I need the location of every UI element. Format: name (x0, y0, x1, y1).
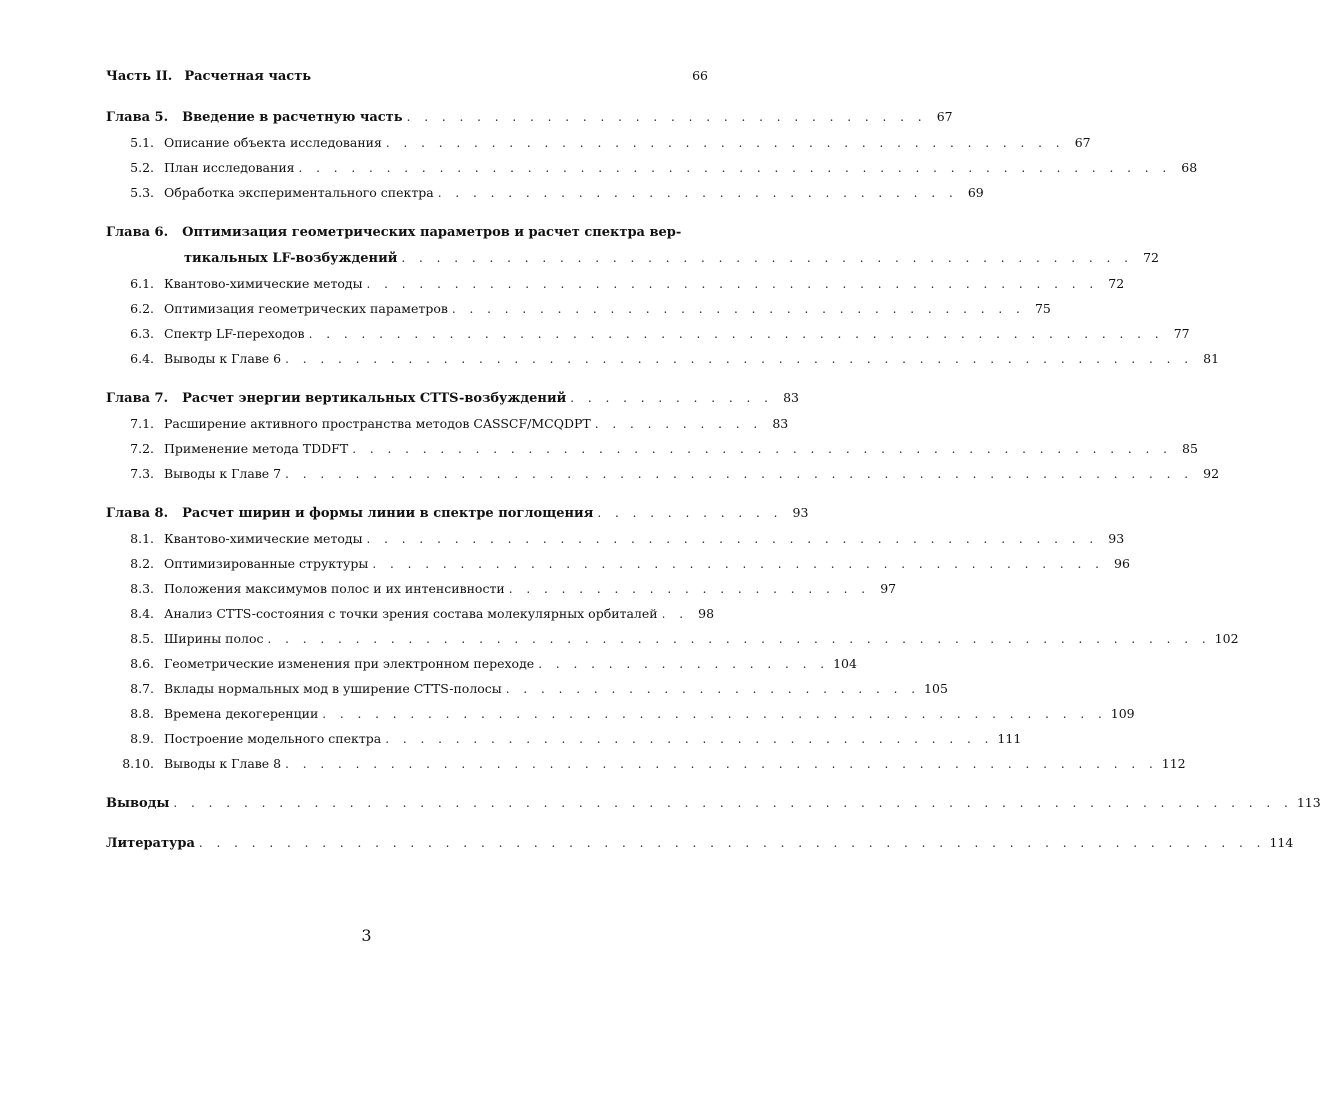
toc-section-5-3[interactable] (106, 183, 984, 203)
section-number: 7.1. (130, 416, 154, 431)
section-number: 8.5. (130, 631, 154, 646)
section-title: Ширины полос (164, 631, 264, 646)
dot-leader: . . . . . . . . . . . . . . . . . . . . . . . . . . . . . . . . . . . . . . . . . . . . . . . (352, 442, 1172, 456)
dot-leader: . . (661, 607, 689, 621)
section-number: 5.2. (130, 160, 154, 175)
section-title: Применение метода TDDFT (164, 441, 349, 456)
dot-leader: . . . . . . . . . . . . . . . . . . . . . . . . . . . . . . . . . . . . . . . . . . (401, 251, 1133, 265)
part-number: Часть II. (106, 69, 173, 84)
chapter-title-continued: тикальных LF-возбуждений (184, 251, 398, 266)
section-number: 8.4. (130, 606, 154, 621)
section-number: 6.4. (130, 351, 154, 366)
section-title: Выводы к Главе 6 (164, 351, 282, 366)
literature-title: Литература (106, 836, 195, 851)
chapter-title: Расчет энергии вертикальных CTTS-возбуждений (182, 391, 567, 406)
section-page: 77 (1173, 326, 1190, 341)
dot-leader: . . . . . . . . . . (594, 417, 763, 431)
dot-leader: . . . . . . . . . . . . . . . . . . . . . . . . . . . . . . . . . . . . . . . . . . . . . (322, 707, 1107, 721)
chapter-title: Оптимизация геометрических параметров и расчет спектра вер- (182, 225, 682, 240)
section-title: Построение модельного спектра (164, 731, 382, 746)
literature-page: 114 (1269, 835, 1294, 850)
section-number: 8.6. (130, 656, 154, 671)
toc-section-7-3[interactable] (106, 464, 1220, 484)
dot-leader: . . . . . . . . . . . . . . . . . . . . . . . . (505, 682, 921, 696)
section-page: 68 (1181, 160, 1198, 175)
section-page: 111 (997, 731, 1022, 746)
section-page: 96 (1114, 556, 1130, 571)
dot-leader: . . . . . . . . . . . . . . . . . . . . . . . . . . . . . . . . . . . . . . . . . . (366, 277, 1099, 291)
toc-section-5-1[interactable] (106, 133, 1091, 153)
toc-section-8-5[interactable] (106, 629, 1239, 649)
section-number: 5.3. (130, 185, 154, 200)
section-title: Оптимизация геометрических параметров (164, 301, 448, 316)
section-number: 7.2. (130, 441, 154, 456)
section-page: 98 (698, 606, 715, 621)
toc-chapter-5[interactable] (106, 107, 953, 127)
section-page: 97 (880, 581, 897, 596)
section-title: Оптимизированные структуры (164, 556, 369, 571)
section-number: 8.8. (130, 706, 154, 721)
toc-section-8-7[interactable] (106, 679, 948, 699)
section-page: 92 (1203, 466, 1220, 481)
section-title: Положения максимумов полос и их интенсивности (164, 581, 505, 596)
dot-leader: . . . . . . . . . . . . . . . . . (538, 657, 830, 671)
section-page: 93 (1108, 531, 1125, 546)
dot-leader: . . . . . . . . . . . . . . . . . . . . . . . . . . . . . . . . . . . . . . . . . . . . . . . . . . . . (285, 352, 1194, 366)
toc-section-8-9[interactable] (106, 729, 1022, 749)
toc-chapter-7[interactable] (106, 388, 799, 408)
section-page: 104 (833, 656, 857, 671)
toc-section-6-4[interactable] (106, 349, 1220, 369)
section-page: 83 (772, 416, 789, 431)
section-number: 8.10. (122, 756, 154, 771)
section-title: Анализ CTTS-состояния с точки зрения состава молекулярных орбиталей (164, 606, 658, 621)
section-page: 112 (1161, 756, 1186, 771)
dot-leader: . . . . . . . . . . . (597, 506, 783, 520)
section-number: 8.1. (130, 531, 154, 546)
section-number: 6.2. (130, 301, 154, 316)
chapter-page: 72 (1143, 250, 1159, 265)
toc-section-6-2[interactable] (106, 299, 1051, 319)
dot-leader: . . . . . . . . . . . . . . . . . . . . . . . . . . . . . . . . . . . . . . . . . . . . . . . . . (308, 327, 1164, 341)
chapter-number: Глава 8. (106, 506, 169, 521)
conclusions-page: 113 (1296, 795, 1321, 810)
section-title: Спектр LF-переходов (164, 326, 305, 341)
section-title: Описание объекта исследования (164, 135, 382, 150)
page-number: 3 (361, 926, 372, 945)
chapter-number: Глава 6. (106, 225, 169, 240)
toc-part-entry[interactable] (106, 66, 708, 86)
conclusions-title: Выводы (106, 796, 170, 811)
dot-leader: . . . . . . . . . . . . . . . . . . . . . . . . . . . . . . . . . . . . . . . . . . (366, 532, 1099, 546)
section-title: Квантово-химические методы (164, 276, 363, 291)
section-title: План исследования (164, 160, 295, 175)
dot-leader: . . . . . . . . . . . . . . . . . . . . . . . . . . . . . . . . . . . . . . . . . . . . . . . . . . (285, 757, 1158, 771)
toc-section-8-1[interactable] (106, 529, 1125, 549)
dot-leader: . . . . . . . . . . . . . . . . . . . . . . . . . . . . . . . . . . . . . . . . . . . . . . . . . . . . (285, 467, 1194, 481)
chapter-page: 67 (936, 109, 953, 124)
section-title: Времена декогеренции (164, 706, 319, 721)
section-number: 5.1. (130, 135, 154, 150)
section-page: 72 (1108, 276, 1125, 291)
section-title: Геометрические изменения при электронном переходе (164, 656, 535, 671)
chapter-title: Введение в расчетную часть (182, 110, 403, 125)
chapter-page: 83 (783, 390, 799, 405)
section-page: 85 (1182, 441, 1198, 456)
chapter-number: Глава 5. (106, 110, 169, 125)
toc-section-6-1[interactable] (106, 274, 1125, 294)
section-number: 8.7. (130, 681, 154, 696)
toc-section-5-2[interactable] (106, 158, 1198, 178)
toc-chapter-6[interactable] (106, 223, 708, 243)
section-number: 8.9. (130, 731, 154, 746)
toc-conclusions[interactable] (106, 793, 1321, 813)
section-title: Выводы к Главе 7 (164, 466, 282, 481)
toc-section-8-4[interactable] (106, 604, 715, 624)
section-title: Квантово-химические методы (164, 531, 363, 546)
toc-chapter-8[interactable] (106, 503, 809, 523)
toc-section-8-3[interactable] (106, 579, 897, 599)
chapter-page: 93 (792, 505, 809, 520)
toc-section-8-10[interactable] (106, 754, 1186, 774)
section-page: 105 (924, 681, 948, 696)
dot-leader: . . . . . . . . . . . . . . . . . . . . . . . . . . . . . . . . . . . (385, 732, 994, 746)
dot-leader: . . . . . . . . . . . . . . . . . . . . . . . . . . . . . . . . . . . . . . . . . . (372, 557, 1104, 571)
section-page: 109 (1110, 706, 1135, 721)
dot-leader: . . . . . . . . . . . . . . . . . . . . . . . . . . . . . . (437, 186, 958, 200)
dot-leader: . . . . . . . . . . . . . . . . . . . . . . . . . . . . . . . . . . . . . . . . . . . . . . . . . . . . . . . . . . . . . . . . (173, 796, 1293, 810)
section-number: 6.1. (130, 276, 154, 291)
section-number: 8.3. (130, 581, 154, 596)
dot-leader: . . . . . . . . . . . . . . . . . . . . . . . . . . . . . . (406, 110, 927, 124)
section-page: 67 (1074, 135, 1091, 150)
toc-section-8-6[interactable] (106, 654, 857, 674)
dot-leader: . . . . . . . . . . . . . . . . . . . . . . . . . . . . . . . . . . . . . . . . . . . . . . . . . . (298, 161, 1172, 175)
section-number: 7.3. (130, 466, 154, 481)
section-title: Расширение активного пространства методов CASSCF/MCQDPT (164, 416, 591, 431)
section-page: 69 (967, 185, 984, 200)
section-title: Выводы к Главе 8 (164, 756, 282, 771)
dot-leader: . . . . . . . . . . . . . . . . . . . . . . . . . . . . . . . . . (451, 302, 1025, 316)
section-page: 81 (1203, 351, 1220, 366)
section-number: 8.2. (130, 556, 154, 571)
toc-section-7-2[interactable] (106, 439, 1198, 459)
section-page: 75 (1034, 301, 1051, 316)
dot-leader: . . . . . . . . . . . . (570, 391, 773, 405)
section-number: 6.3. (130, 326, 154, 341)
section-title: Вклады нормальных мод в уширение CTTS-полосы (164, 681, 502, 696)
toc-section-6-3[interactable] (106, 324, 1190, 344)
section-title: Обработка экспериментального спектра (164, 185, 434, 200)
dot-leader: . . . . . . . . . . . . . . . . . . . . . . . . . . . . . . . . . . . . . . . . . . . . . . . . . . . . . . (267, 632, 1211, 646)
part-page: 66 (692, 68, 708, 83)
toc-section-7-1[interactable] (106, 414, 789, 434)
dot-leader: . . . . . . . . . . . . . . . . . . . . . (508, 582, 871, 596)
toc-section-8-2[interactable] (106, 554, 1130, 574)
section-page: 102 (1214, 631, 1239, 646)
chapter-number: Глава 7. (106, 391, 169, 406)
dot-leader: . . . . . . . . . . . . . . . . . . . . . . . . . . . . . . . . . . . . . . . (385, 136, 1065, 150)
toc-section-8-8[interactable] (106, 704, 1135, 724)
toc-chapter-6-continued[interactable] (106, 248, 1159, 268)
toc-literature[interactable] (106, 833, 1294, 853)
part-title: Расчетная часть (184, 69, 312, 84)
dot-leader: . . . . . . . . . . . . . . . . . . . . . . . . . . . . . . . . . . . . . . . . . . . . . . . . . . . . . . . . . . . . . (198, 836, 1266, 850)
chapter-title: Расчет ширин и формы линии в спектре поглощения (182, 506, 594, 521)
